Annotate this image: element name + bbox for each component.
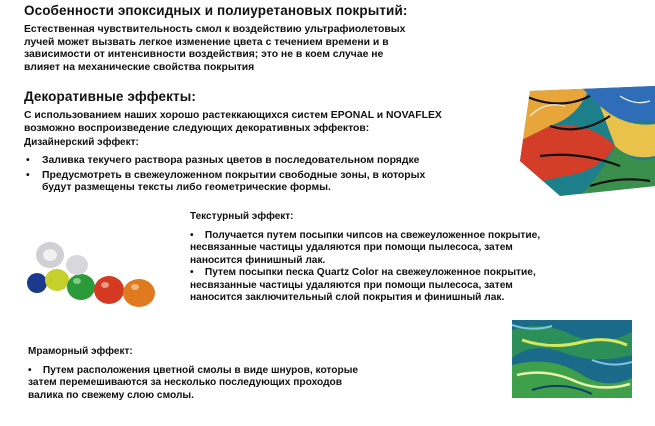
list-item-line: наносится заключительный слой покрытия и финишный лак.: [190, 292, 505, 304]
list-item-line: затем перемешиваются за несколько последующих проходов: [28, 377, 343, 389]
coatings-paragraph: [24, 24, 405, 74]
section-heading-decorative: Декоративные эффекты:: [24, 89, 196, 104]
list-item-line: будут размещены тексты либо геометрические формы.: [42, 182, 331, 194]
designer-effect-list: [26, 155, 526, 195]
bullet-icon: •: [190, 230, 194, 241]
list-item-line: • Путем расположения цветной смолы в виде шнуров, которые: [28, 365, 359, 376]
marble-effect-text: [28, 365, 468, 402]
list-item: [26, 155, 526, 168]
decorative-paragraph: [24, 110, 442, 135]
bullet-icon: •: [190, 267, 194, 279]
color-chips-photo: [25, 235, 165, 310]
paragraph-line: влияет на механические свойства покрытия: [24, 61, 255, 73]
paragraph-line: Естественная чувствительность смол к воздействию ультрафиолетовых: [24, 24, 406, 35]
list-item-line: валика по свежему слою смолы.: [28, 389, 194, 401]
list-item: [190, 230, 640, 267]
bullet-icon: •: [26, 169, 30, 181]
marble-effect-title: Мраморный эффект:: [28, 346, 133, 357]
list-item-line: несвязанные частицы удаляются при помощи пылесоса, затем: [190, 242, 513, 254]
paragraph-line: лучей может вызвать легкое изменение цвета с течением времени и в: [24, 36, 389, 48]
list-item-line: Заливка текучего раствора разных цветов в последовательном порядке: [42, 155, 420, 166]
marble-floor-photo: [512, 320, 632, 398]
list-item-line: наносится финишный лак.: [190, 254, 326, 266]
paragraph-line: зависимости от интенсивности воздействия; это не в коем случае не: [24, 49, 384, 61]
list-item-line: • Получается путем посыпки чипсов на свежеуложенное покрытие,: [190, 230, 541, 241]
designer-floor-photo: [520, 86, 655, 196]
paragraph-line: возможно воспроизведение следующих декоративных эффектов:: [24, 122, 370, 134]
texture-effect-text: [190, 230, 640, 304]
list-item: [26, 170, 526, 195]
list-item-line: Предусмотреть в свежеуложенном покрытии свободные зоны, в которых: [42, 169, 426, 181]
section-heading-coatings: Особенности эпоксидных и полиуретановых покрытий:: [24, 3, 408, 18]
bullet-icon: •: [26, 155, 30, 166]
bullet-icon: •: [28, 365, 32, 376]
paragraph-line: С использованием наших хорошо растеккающихся систем EPONAL и NOVAFLEX: [24, 110, 442, 121]
designer-effect-title: Дизайнерский эффект:: [24, 137, 139, 148]
list-item-line: несвязанные частицы удаляются при помощи пылесоса, затем: [190, 279, 513, 291]
list-item-line: • Путем посыпки песка Quartz Color на свежеуложенное покрытие,: [190, 267, 536, 279]
texture-effect-title: Текстурный эффект:: [190, 211, 294, 222]
list-item: [190, 267, 640, 304]
